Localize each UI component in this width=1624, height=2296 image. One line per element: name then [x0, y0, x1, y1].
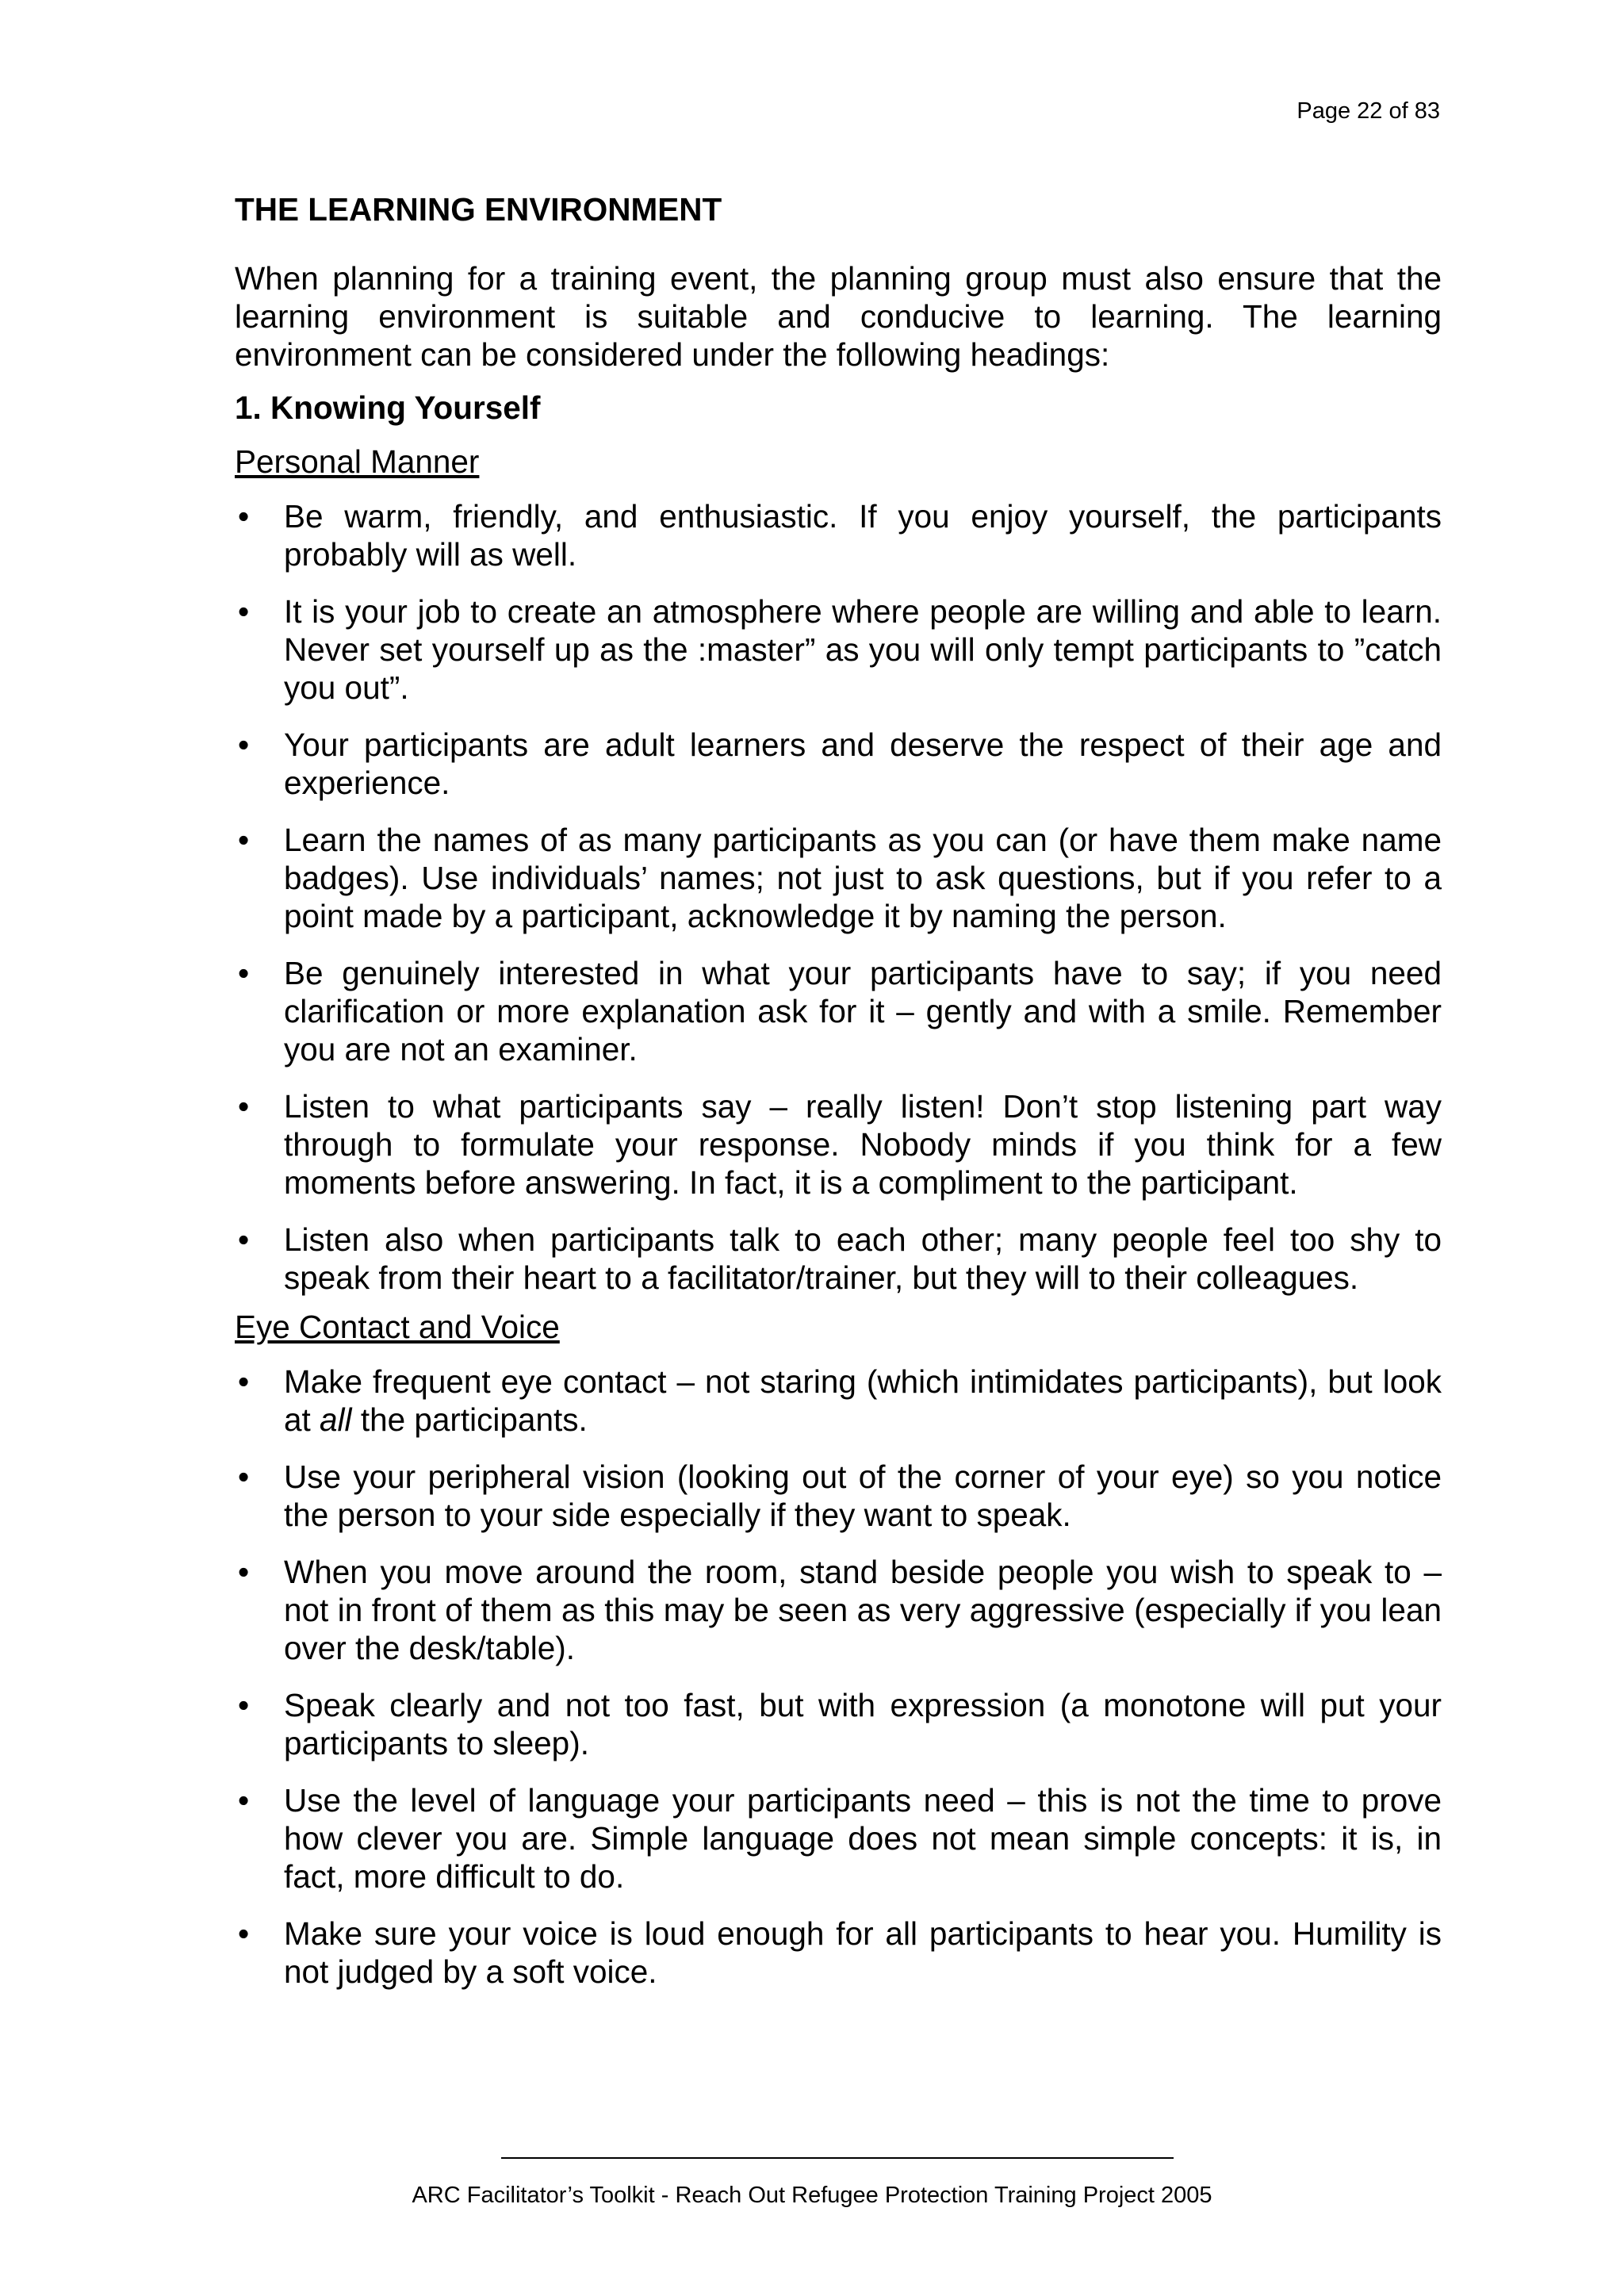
list-item — [235, 592, 1442, 707]
list-item-text: Your participants are adult learners and deserve the respect of their age and experience. — [284, 726, 1442, 801]
list-item — [235, 1363, 1442, 1439]
document-body — [235, 190, 1442, 2010]
footer-text: ARC Facilitator’s Toolkit - Reach Out Refugee Protection Training Project 2005 — [412, 2183, 1212, 2208]
list-item-text: Use the level of language your participants need – this is not the time to prove how clever you are. Simple language does not mean simple concepts: it is, in fact, more difficult to do. — [284, 1782, 1442, 1895]
bullet-icon: • — [238, 1221, 250, 1258]
personal-manner-list — [235, 497, 1442, 1297]
bullet-icon: • — [238, 1687, 250, 1723]
list-item-text: Learn the names of as many participants as you can (or have them make name badges). Use individuals’ names; not just to ask questions, but if you refer to a point made by a participant, acknowledge it by naming the person. — [284, 822, 1442, 934]
list-item-text: Use your peripheral vision (looking out of the corner of your eye) so you notice the person to your side especially if they want to speak. — [284, 1458, 1442, 1533]
list-item — [235, 821, 1442, 935]
list-item-text: Be genuinely interested in what your participants have to say; if you need clarification or more explanation ask for it – gently and with a smile. Remember you are not an examiner. — [284, 955, 1442, 1068]
bullet-icon: • — [238, 1782, 250, 1819]
page-title: THE LEARNING ENVIRONMENT — [235, 191, 722, 228]
list-item-text: Make sure your voice is loud enough for all participants to hear you. Humility is not judged by a soft voice. — [284, 1915, 1442, 1990]
bullet-icon: • — [238, 498, 250, 535]
list-item-text: Listen to what participants say – really listen! Don’t stop listening part way through to formulate your response. Nobody minds if you think for a few moments before answering. In fact, it is a compliment to the participant. — [284, 1088, 1442, 1201]
list-item-text: Listen also when participants talk to each other; many people feel too shy to speak from their heart to a facilitator/trainer, but they will to their colleagues. — [284, 1221, 1442, 1296]
bullet-icon: • — [238, 1915, 250, 1952]
list-item — [235, 1553, 1442, 1667]
bullet-icon: • — [238, 955, 250, 991]
list-item-text: Speak clearly and not too fast, but with expression (a monotone will put your participants to sleep). — [284, 1687, 1442, 1761]
eye-contact-list — [235, 1363, 1442, 1991]
subsection-heading-eye-contact-and-voice: Eye Contact and Voice — [235, 1309, 560, 1345]
list-item — [235, 1686, 1442, 1762]
subsection-heading-personal-manner: Personal Manner — [235, 443, 480, 480]
bullet-icon: • — [238, 1458, 250, 1495]
list-item-emphasis: all — [320, 1401, 352, 1438]
list-item — [235, 1781, 1442, 1895]
bullet-icon: • — [238, 822, 250, 858]
list-item-text: It is your job to create an atmosphere where people are willing and able to learn. Never set yourself up as the :master” as you will only tempt participants to ”catch you out”. — [284, 593, 1442, 706]
list-item — [235, 726, 1442, 802]
bullet-icon: • — [238, 1554, 250, 1590]
list-item-text: Be warm, friendly, and enthusiastic. If you enjoy yourself, the participants probably will as well. — [284, 498, 1442, 573]
list-item-text-part: the participants. — [351, 1401, 588, 1438]
bullet-icon: • — [238, 1363, 250, 1400]
list-item — [235, 954, 1442, 1068]
list-item — [235, 1221, 1442, 1297]
bullet-icon: • — [238, 593, 250, 630]
list-item — [235, 1915, 1442, 1991]
bullet-icon: • — [238, 726, 250, 763]
section-heading-knowing-yourself: 1. Knowing Yourself — [235, 389, 541, 426]
list-item — [235, 1458, 1442, 1534]
footer-divider — [501, 2157, 1174, 2159]
bullet-icon: • — [238, 1088, 250, 1125]
list-item-text: When you move around the room, stand beside people you wish to speak to – not in front of them as this may be seen as very aggressive (especially if you lean over the desk/table). — [284, 1554, 1442, 1666]
page-number: Page 22 of 83 — [1297, 98, 1440, 124]
list-item-text-part: Make frequent eye contact – not staring (which intimidates participants), but look at — [284, 1363, 1442, 1438]
list-item — [235, 1087, 1442, 1202]
intro-paragraph: When planning for a training event, the planning group must also ensure that the learning environment is suitable and conducive to learning. The learning environment can be considered under the following headings: — [235, 260, 1442, 373]
list-item — [235, 497, 1442, 573]
